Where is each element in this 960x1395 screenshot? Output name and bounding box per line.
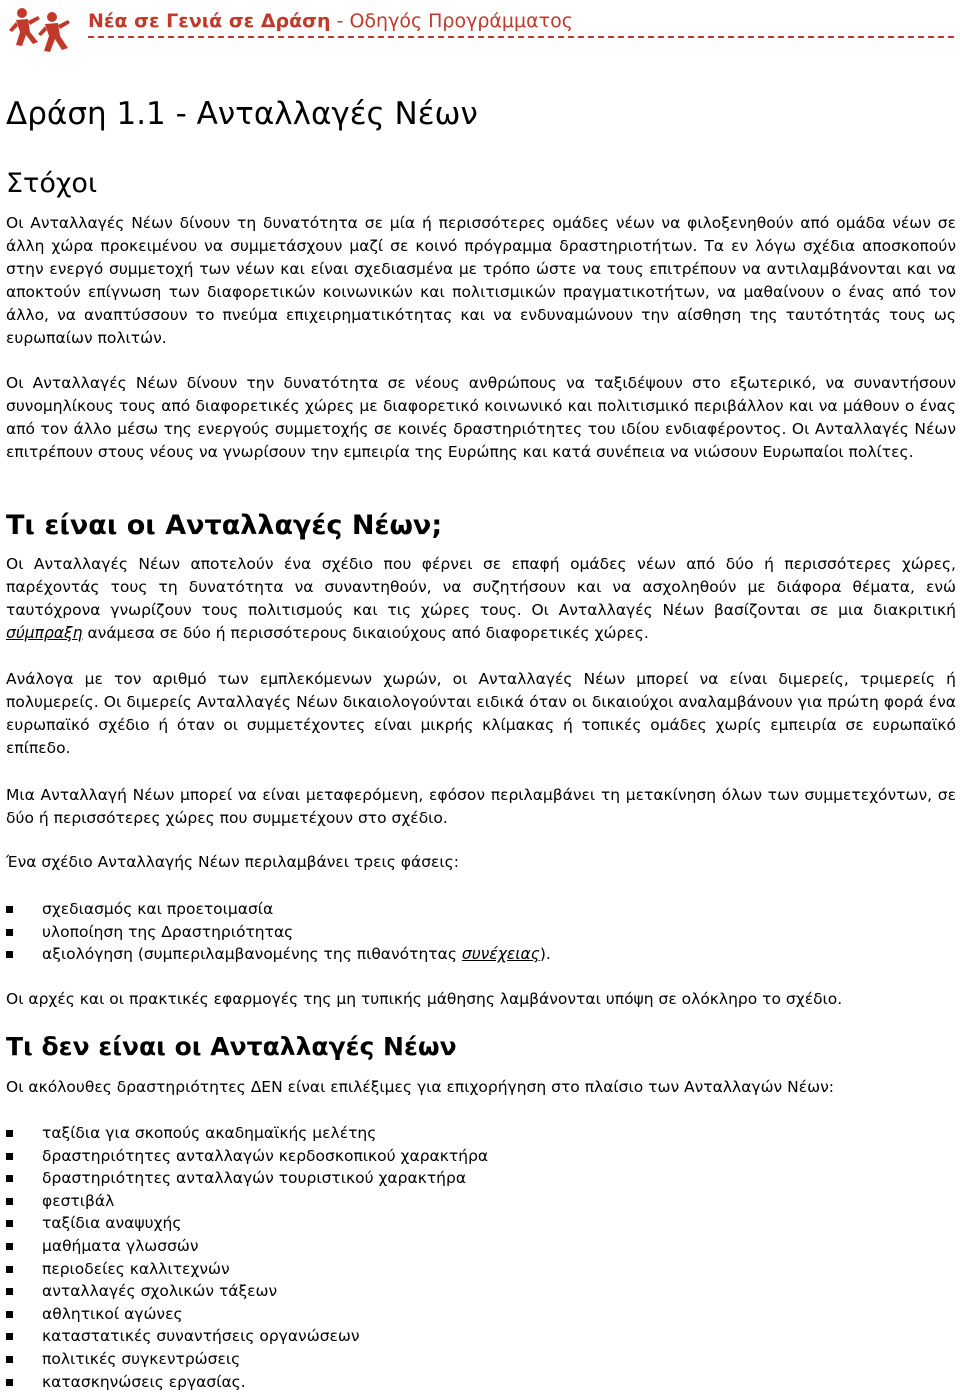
header-title — [88, 10, 573, 32]
square-bullet-icon — [6, 1266, 13, 1273]
header-divider — [88, 36, 954, 38]
square-bullet-icon — [6, 1175, 13, 1182]
what-is-paragraph-2: Ανάλογα με τον αριθμό των εμπλεκόμενων χωρών, οι Ανταλλαγές Νέων μπορεί να είναι διμερείς, τριμερείς ή πολυμερείς. Οι διμερείς Ανταλλαγές Νέων δικαιολογούνται ειδικά όταν οι δικαιούχοι αναλαμβάνουν για πρώτη φορά ένα ευρωπαϊκό σχέδιο ή όταν οι συμμετέχοντες είναι μικρής κλίμακας ή τοπικές ομάδες χωρίς εμπειρία σε ευρωπαϊκό επίπεδο. — [6, 670, 956, 757]
list-item: περιοδείες καλλιτεχνών — [6, 1258, 946, 1281]
square-bullet-icon — [6, 1198, 13, 1205]
header-title-bold: Νέα σε Γενιά σε Δράση — [88, 10, 331, 32]
list-item: καταστατικές συναντήσεις οργανώσεων — [6, 1325, 946, 1348]
square-bullet-icon — [6, 1153, 13, 1160]
square-bullet-icon — [6, 1333, 13, 1340]
list-item: ανταλλαγές σχολικών τάξεων — [6, 1280, 946, 1303]
phases-list — [6, 898, 946, 966]
section-heading-what-is: Τι είναι οι Ανταλλαγές Νέων; — [6, 510, 443, 541]
what-is-paragraph-5: Οι αρχές και οι πρακτικές εφαρμογές της μη τυπικής μάθησης λαμβάνονται υπόψη σε ολόκληρο το σχέδιο. — [6, 990, 843, 1008]
what-is-paragraph-4: Ένα σχέδιο Ανταλλαγής Νέων περιλαμβάνει τρεις φάσεις: — [6, 853, 459, 871]
ineligible-activities-list — [6, 1122, 946, 1393]
section-heading-goals: Στόχοι — [6, 168, 98, 199]
list-item: δραστηριότητες ανταλλαγών κερδοσκοπικού χαρακτήρα — [6, 1145, 946, 1168]
people-jumping-logo-icon — [8, 6, 72, 58]
goals-paragraph-1: Οι Ανταλλαγές Νέων δίνουν τη δυνατότητα σε μία ή περισσότερες ομάδες νέων να φιλοξενηθούν από ομάδα νέων σε άλλη χώρα προκειμένου να συμμετάσχουν μαζί σε κοινό πρόγραμμα δραστηριοτήτων. Τα εν λόγω σχέδια αποσκοπούν στην ενεργό συμμετοχή των νέων και είναι σχεδιασμένα με τρόπο ώστε να τους επιτρέπουν να αντιλαμβάνονται και να αποκτούν επίγνωση των διαφορετικών κοινωνικών και πολιτισμικών πραγματικοτήτων, να μαθαίνουν ο ένας από τον άλλο, να αναπτύσσουν το πνεύμα επιχειρηματικότητας και να ενδυναμώνουν την αίσθηση της ταυτότητάς τους ως ευρωπαίων πολιτών. — [6, 214, 956, 347]
square-bullet-icon — [6, 1379, 13, 1386]
square-bullet-icon — [6, 1220, 13, 1227]
square-bullet-icon — [6, 906, 13, 913]
square-bullet-icon — [6, 1243, 13, 1250]
list-item: σχεδιασμός και προετοιμασία — [6, 898, 946, 921]
what-is-p1-text-a: Οι Ανταλλαγές Νέων αποτελούν ένα σχέδιο που φέρνει σε επαφή ομάδες νέων από δύο ή περισσότερες χώρες, παρέχοντάς τους τη δυνατότητα να συναντηθούν, να συζητήσουν και να ασχοληθούν με διάφορα θέματα, ενώ ταυτόχρονα γνωρίζουν τους πολιτισμούς και τις χώρες τους. Οι Ανταλλαγές Νέων βασίζονται σε μια διακριτική — [6, 555, 956, 619]
what-is-not-intro: Οι ακόλουθες δραστηριότητες ΔΕΝ είναι επιλέξιμες για επιχορήγηση στο πλαίσιο των Ανταλλαγών Νέων: — [6, 1078, 834, 1096]
header-title-rest: - Οδηγός Προγράμματος — [330, 10, 573, 32]
list-item: μαθήματα γλωσσών — [6, 1235, 946, 1258]
page-header — [0, 0, 960, 62]
list-item: υλοποίηση της Δραστηριότητας — [6, 921, 946, 944]
page-title: Δράση 1.1 - Ανταλλαγές Νέων — [6, 96, 478, 132]
what-is-paragraph-1 — [6, 553, 956, 645]
square-bullet-icon — [6, 1288, 13, 1295]
goals-paragraph-2: Οι Ανταλλαγές Νέων δίνουν την δυνατότητα σε νέους ανθρώπους να ταξιδέψουν στο εξωτερικό, να συναντήσουν συνομηλίκους τους από διαφορετικές χώρες με διαφορετικό κοινωνικό και πολιτισμικό περιβάλλον και να μάθουν ο ένας από τον άλλο μέσω της ενεργούς συμμετοχής σε κοινές δραστηριότητες του ιδίου ενδιαφέροντος. Οι Ανταλλαγές Νέων επιτρέπουν στους νέους να γνωρίσουν την εμπειρία της Ευρώπης και κατά συνέπεια να νιώσουν Ευρωπαίοι πολίτες. — [6, 374, 956, 461]
what-is-p1-text-b: ανάμεσα σε δύο ή περισσότερους δικαιούχους από διαφορετικές χώρες. — [82, 624, 649, 642]
square-bullet-icon — [6, 1311, 13, 1318]
what-is-p1-emphasis: σύμπραξη — [6, 624, 83, 642]
list-item: ταξίδια για σκοπούς ακαδημαϊκής μελέτης — [6, 1122, 946, 1145]
what-is-paragraph-3: Μια Ανταλλαγή Νέων μπορεί να είναι μεταφερόμενη, εφόσον περιλαμβάνει τη μετακίνηση όλων των συμμετεχόντων, σε δύο ή περισσότερες χώρες που συμμετέχουν στο σχέδιο. — [6, 786, 956, 827]
list-item: αθλητικοί αγώνες — [6, 1303, 946, 1326]
list-item: δραστηριότητες ανταλλαγών τουριστικού χαρακτήρα — [6, 1167, 946, 1190]
list-item: πολιτικές συγκεντρώσεις — [6, 1348, 946, 1371]
list-item: αξιολόγηση (συμπεριλαμβανομένης της πιθανότητας συνέχειας). — [6, 943, 946, 966]
square-bullet-icon — [6, 1130, 13, 1137]
list-item: ταξίδια αναψυχής — [6, 1212, 946, 1235]
square-bullet-icon — [6, 1356, 13, 1363]
phase-emphasis: συνέχειας — [461, 945, 540, 964]
square-bullet-icon — [6, 929, 13, 936]
list-item: φεστιβάλ — [6, 1190, 946, 1213]
section-heading-what-is-not: Τι δεν είναι οι Ανταλλαγές Νέων — [6, 1032, 457, 1061]
square-bullet-icon — [6, 951, 13, 958]
list-item: κατασκηνώσεις εργασίας. — [6, 1371, 946, 1394]
